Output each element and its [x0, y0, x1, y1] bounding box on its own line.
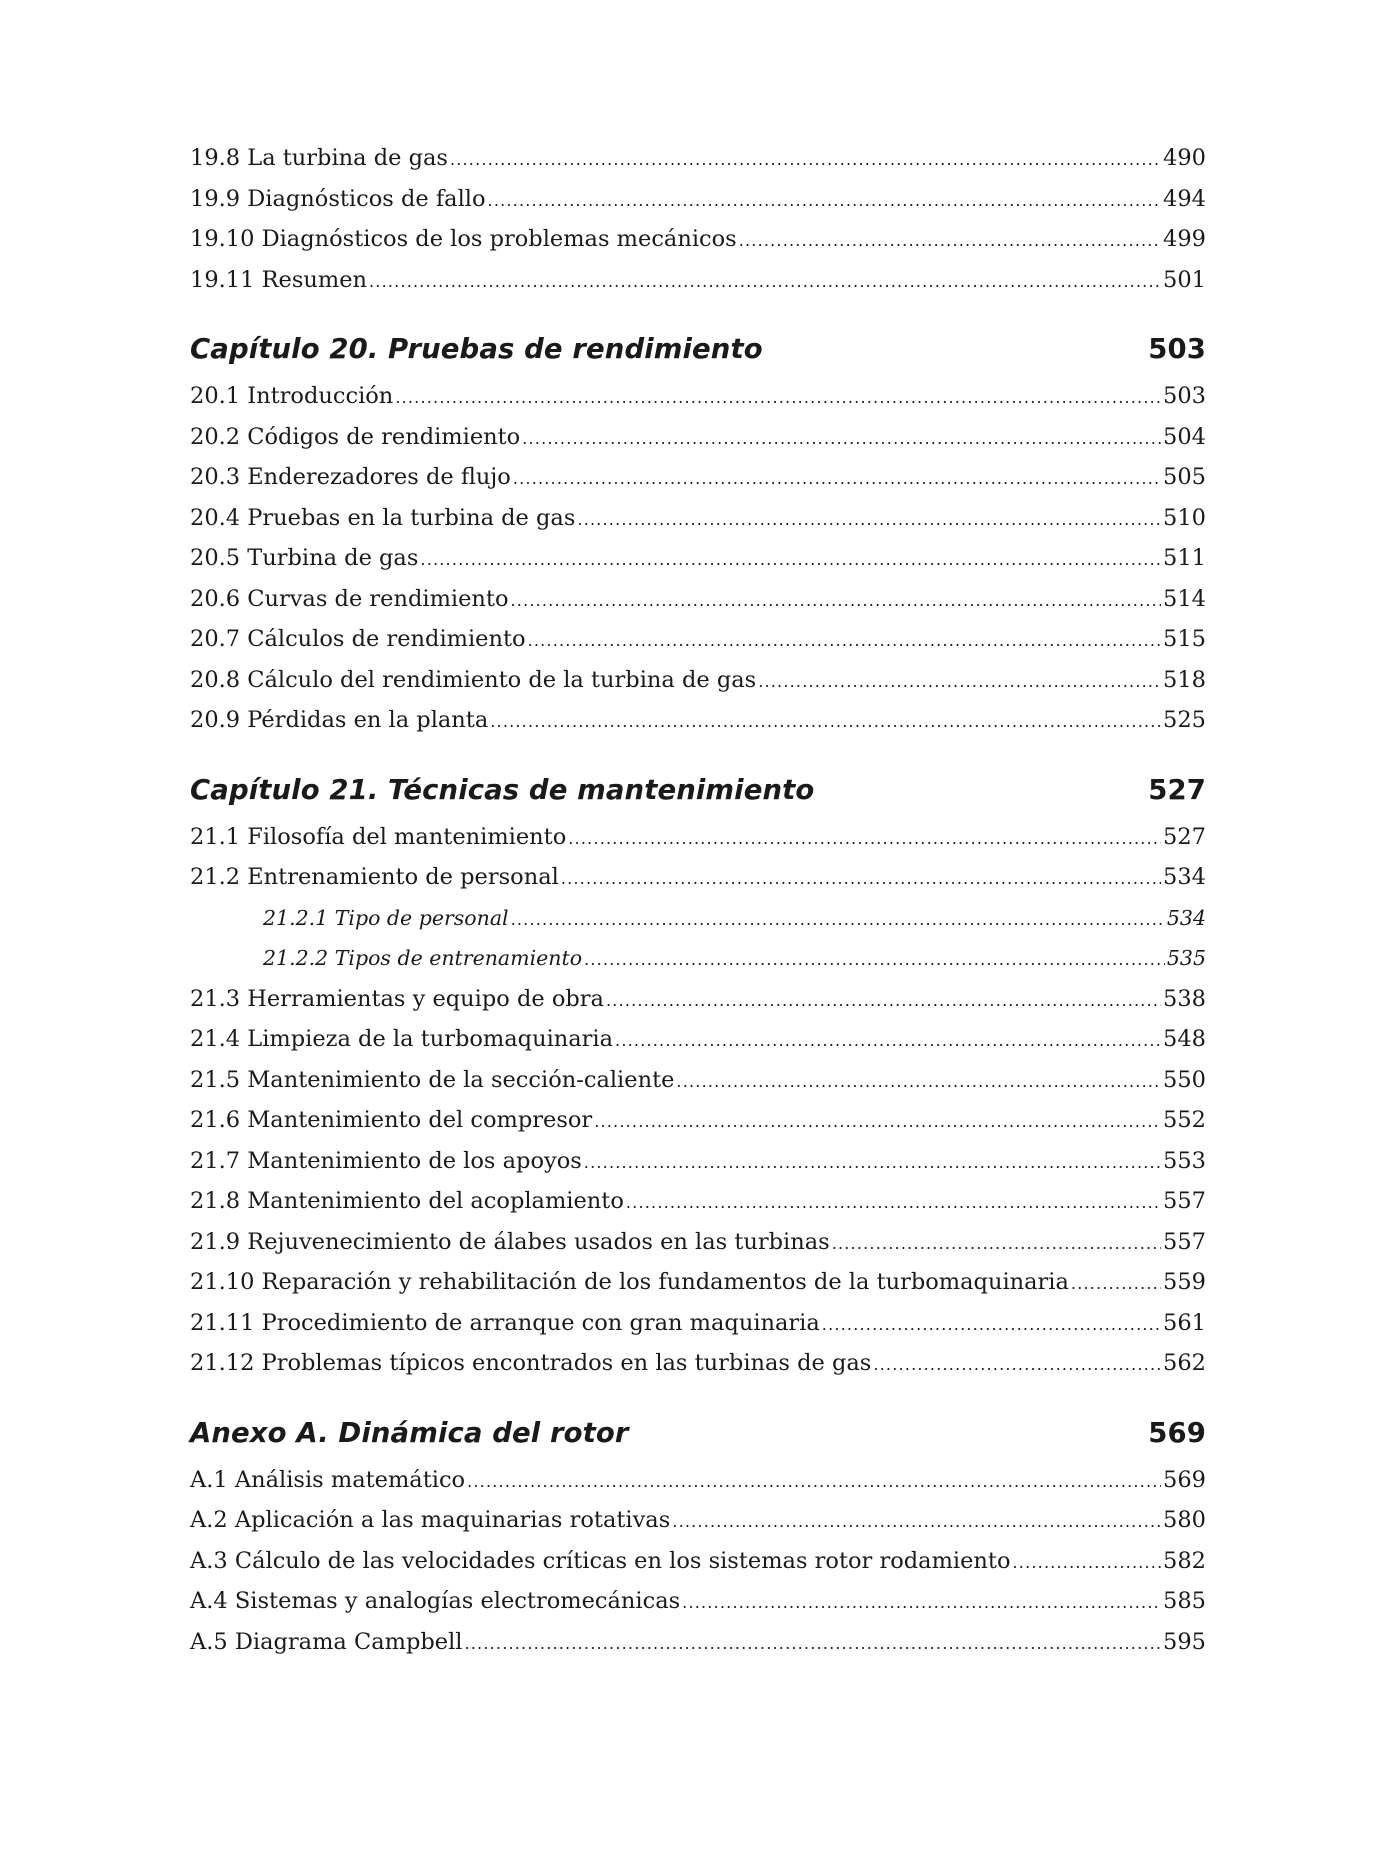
- toc-entry-page: 580: [1163, 1507, 1206, 1533]
- toc-entry[interactable]: [190, 417, 1206, 458]
- toc-entry-page: 582: [1163, 1547, 1206, 1574]
- toc-entry-title: 19.11 Resumen: [190, 266, 368, 293]
- toc-subentry-page: 534: [1166, 905, 1206, 930]
- toc-entry-title: 20.5 Turbina de gas: [190, 545, 419, 571]
- toc-entry-page: 515: [1163, 626, 1206, 652]
- toc-entry[interactable]: [190, 1181, 1206, 1222]
- toc-entry-title: 21.8 Mantenimiento del acoplamiento: [190, 1188, 624, 1214]
- dot-leader: [758, 662, 1161, 703]
- dot-leader: [577, 500, 1161, 541]
- dot-leader: [739, 221, 1161, 262]
- dot-leader: [511, 581, 1162, 622]
- chapter-page: 569: [1148, 1416, 1206, 1449]
- toc-entry[interactable]: [190, 457, 1206, 498]
- toc-entry-title: A.4 Sistemas y analogías electromecánicas: [190, 1588, 681, 1614]
- toc-entry[interactable]: [190, 179, 1206, 220]
- toc-entry-title: 20.1 Introducción: [190, 383, 394, 409]
- toc-entry[interactable]: [190, 1622, 1206, 1663]
- chapter-heading[interactable]: [190, 332, 1206, 366]
- toc-entry-title: A.2 Aplicación a las maquinarias rotativas: [190, 1507, 671, 1533]
- toc-entry[interactable]: [190, 817, 1206, 858]
- dot-leader: [450, 140, 1161, 181]
- dot-leader: [606, 981, 1161, 1022]
- toc-entry-title: 20.4 Pruebas en la turbina de gas: [190, 504, 576, 531]
- dot-leader: [395, 378, 1161, 419]
- chapter-page: 503: [1148, 333, 1206, 365]
- toc-entry-page: 548: [1163, 1026, 1206, 1052]
- toc-entry[interactable]: [190, 579, 1206, 620]
- toc-subentry[interactable]: [190, 898, 1206, 939]
- toc-entry-title: 21.11 Procedimiento de arranque con gran maquinaria: [190, 1309, 820, 1336]
- toc-entry-title: 21.4 Limpieza de la turbomaquinaria: [190, 1026, 614, 1052]
- dot-leader: [420, 540, 1161, 581]
- dot-leader: [488, 181, 1162, 222]
- toc-entry[interactable]: [190, 857, 1206, 898]
- dot-leader: [682, 1583, 1161, 1624]
- toc-entry-title: 21.10 Reparación y rehabilitación de los fundamentos de la turbomaquinaria: [190, 1269, 1069, 1295]
- toc-entry[interactable]: [190, 979, 1206, 1020]
- dot-leader: [522, 419, 1161, 460]
- toc-entry-page: 595: [1163, 1628, 1206, 1655]
- toc-entry[interactable]: [190, 1100, 1206, 1141]
- toc-subentry-page: 535: [1166, 946, 1206, 970]
- toc-entry-title: 21.5 Mantenimiento de la sección-caliente: [190, 1066, 675, 1093]
- dot-leader: [528, 621, 1161, 662]
- chapter-heading[interactable]: [190, 773, 1206, 807]
- toc-entry-title: 21.1 Filosofía del mantenimiento: [190, 823, 567, 850]
- toc-entry-page: 504: [1163, 423, 1206, 450]
- toc-entry-page: 494: [1163, 185, 1206, 212]
- toc-entry[interactable]: [190, 138, 1206, 179]
- toc-section-annex-a: [190, 1416, 1206, 1663]
- toc-entry[interactable]: [190, 1500, 1206, 1541]
- chapter-page: 527: [1148, 773, 1206, 806]
- toc-entry[interactable]: [190, 538, 1206, 579]
- dot-leader: [513, 459, 1161, 500]
- toc-entry-page: 490: [1163, 145, 1206, 171]
- toc-entry[interactable]: [190, 1303, 1206, 1344]
- toc-entry[interactable]: [190, 1343, 1206, 1384]
- toc-entry-title: 21.2 Entrenamiento de personal: [190, 864, 559, 890]
- toc-entry-title: 20.3 Enderezadores de flujo: [190, 464, 511, 490]
- chapter-title: Capítulo 21. Técnicas de mantenimiento: [190, 773, 815, 806]
- toc-entry-title: A.1 Análisis matemático: [190, 1466, 466, 1493]
- toc-entry[interactable]: [190, 1019, 1206, 1060]
- toc-entry-title: 21.12 Problemas típicos encontrados en las turbinas de gas: [190, 1350, 872, 1376]
- toc-entry-page: 585: [1163, 1588, 1206, 1614]
- toc-entry-page: 534: [1163, 864, 1206, 890]
- toc-subentry-title: 21.2.1 Tipo de personal: [263, 905, 509, 930]
- dot-leader: [584, 1143, 1161, 1184]
- toc-entry-page: 503: [1163, 383, 1206, 409]
- toc-entry[interactable]: [190, 260, 1206, 301]
- toc-entry-title: 20.6 Curvas de rendimiento: [190, 585, 509, 612]
- toc-entry-page: 569: [1163, 1466, 1206, 1493]
- dot-leader: [464, 1624, 1161, 1665]
- toc-entry-page: 510: [1163, 504, 1206, 531]
- dot-leader: [832, 1224, 1161, 1265]
- toc-subentry-title: 21.2.2 Tipos de entrenamiento: [263, 946, 583, 970]
- dot-leader: [676, 1062, 1161, 1103]
- toc-entry-title: 20.7 Cálculos de rendimiento: [190, 626, 526, 652]
- toc-entry-title: 19.8 La turbina de gas: [190, 145, 448, 171]
- toc-entry-title: 21.6 Mantenimiento del compresor: [190, 1107, 593, 1133]
- chapter-title: Capítulo 20. Pruebas de rendimiento: [190, 333, 763, 365]
- dot-leader: [369, 262, 1161, 303]
- toc-entry-title: 20.9 Pérdidas en la planta: [190, 707, 489, 733]
- toc-entry-page: 511: [1163, 545, 1206, 571]
- toc-entry-title: 21.3 Herramientas y equipo de obra: [190, 985, 604, 1012]
- toc-entry[interactable]: [190, 1060, 1206, 1101]
- toc-entry-title: 19.10 Diagnósticos de los problemas mecánicos: [190, 226, 737, 252]
- toc-entry-page: 553: [1163, 1147, 1206, 1174]
- toc-entry[interactable]: [190, 498, 1206, 539]
- toc-entry[interactable]: [190, 219, 1206, 260]
- toc-entry-page: 525: [1163, 707, 1206, 733]
- toc-entry[interactable]: [190, 1541, 1206, 1582]
- table-of-contents: [190, 138, 1206, 1662]
- dot-leader: [822, 1305, 1161, 1346]
- toc-section-chapter-20: [190, 332, 1206, 741]
- toc-entry-title: 21.7 Mantenimiento de los apoyos: [190, 1147, 582, 1174]
- toc-entry[interactable]: [190, 660, 1206, 701]
- toc-entry[interactable]: [190, 1222, 1206, 1263]
- toc-entry-page: 514: [1163, 585, 1206, 612]
- toc-entry-page: 518: [1163, 666, 1206, 693]
- dot-leader: [1013, 1543, 1162, 1584]
- toc-entry-page: 505: [1163, 464, 1206, 490]
- toc-entry-title: A.5 Diagrama Campbell: [190, 1628, 463, 1655]
- chapter-heading[interactable]: [190, 1416, 1206, 1450]
- dot-leader: [626, 1183, 1161, 1224]
- toc-section-chapter-19: [190, 138, 1206, 300]
- toc-entry-page: 499: [1163, 226, 1206, 252]
- toc-entry-page: 562: [1163, 1350, 1206, 1376]
- dot-leader: [490, 702, 1161, 743]
- toc-entry[interactable]: [190, 376, 1206, 417]
- toc-entry-page: 552: [1163, 1107, 1206, 1133]
- dot-leader: [568, 819, 1161, 860]
- toc-entry-title: A.3 Cálculo de las velocidades críticas en los sistemas rotor rodamiento: [190, 1547, 1011, 1574]
- toc-entry[interactable]: [190, 619, 1206, 660]
- toc-entry-title: 19.9 Diagnósticos de fallo: [190, 185, 486, 212]
- dot-leader: [672, 1502, 1161, 1543]
- dot-leader: [873, 1345, 1161, 1386]
- dot-leader: [1071, 1264, 1161, 1305]
- toc-entry[interactable]: [190, 1141, 1206, 1182]
- toc-entry-title: 21.9 Rejuvenecimiento de álabes usados en las turbinas: [190, 1228, 830, 1255]
- toc-entry-page: 538: [1163, 985, 1206, 1012]
- dot-leader: [615, 1021, 1161, 1062]
- toc-entry-title: 20.2 Códigos de rendimiento: [190, 423, 521, 450]
- toc-entry[interactable]: [190, 1460, 1206, 1501]
- toc-entry-page: 557: [1163, 1228, 1206, 1255]
- toc-entry-page: 501: [1163, 266, 1206, 293]
- toc-entry[interactable]: [190, 1581, 1206, 1622]
- toc-entry-page: 559: [1163, 1269, 1206, 1295]
- dot-leader: [561, 859, 1161, 900]
- dot-leader: [584, 940, 1165, 981]
- toc-entry-page: 527: [1163, 823, 1206, 850]
- toc-entry-title: 20.8 Cálculo del rendimiento de la turbina de gas: [190, 666, 757, 693]
- toc-entry[interactable]: [190, 1262, 1206, 1303]
- chapter-title: Anexo A. Dinámica del rotor: [190, 1416, 629, 1449]
- toc-entry-page: 561: [1163, 1309, 1206, 1336]
- dot-leader: [511, 900, 1165, 941]
- toc-entry[interactable]: [190, 700, 1206, 741]
- dot-leader: [467, 1462, 1161, 1503]
- toc-section-chapter-21: [190, 773, 1206, 1384]
- dot-leader: [594, 1102, 1161, 1143]
- toc-subentry[interactable]: [190, 938, 1206, 979]
- toc-entry-page: 557: [1163, 1188, 1206, 1214]
- toc-entry-page: 550: [1163, 1066, 1206, 1093]
